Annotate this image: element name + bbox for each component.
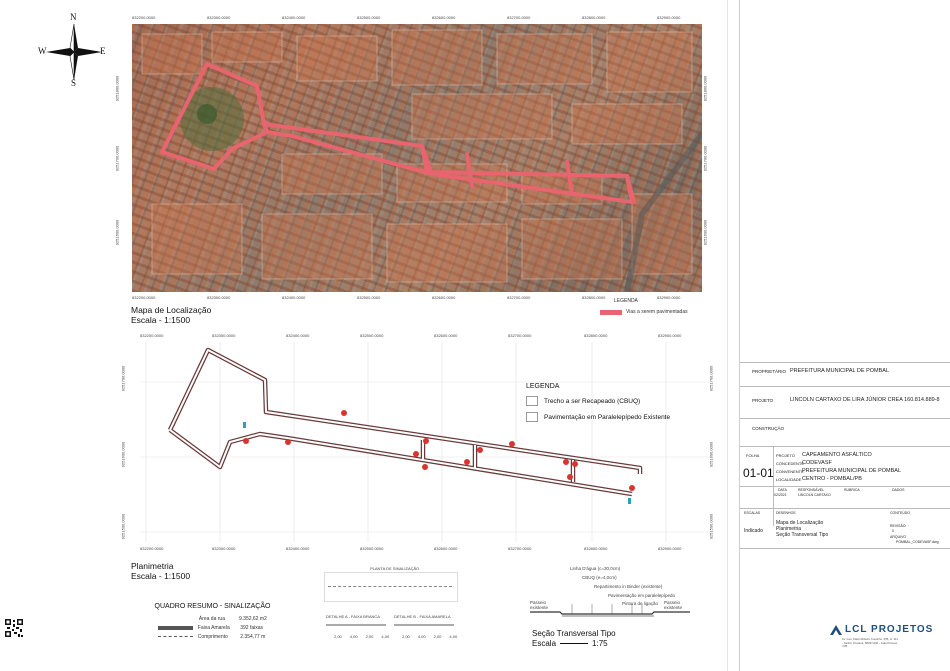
plan-legend-title: LEGENDA: [526, 383, 560, 390]
info-localidade: LOCALIDADE CENTRO - POMBAL/PB: [776, 476, 862, 482]
planimetry-scale: Escala - 1:1500: [131, 571, 191, 581]
title-info: [776, 451, 901, 483]
plan-y-ticks-left: 9251700.0000 9251600.0000 9251500.0000: [120, 365, 126, 540]
north-arrow: [38, 12, 110, 88]
legend-box: [526, 396, 538, 406]
proprietario-label: PROPRIETÁRIO: [752, 369, 787, 374]
plan-legend: [526, 383, 686, 422]
planimetry-title: Planimetria: [131, 561, 174, 571]
cross-section: Linha D'água (c=30,0cm) CBUQ (e=4,0cm) Repartimento in Binder (existente) Pavimentação em paralelepípedo Pintura de ligação Passeio existente Passeio existente Seção Transversal Tipo Escala 1:75: [530, 566, 690, 670]
desenho-label: DESENHOS: [776, 511, 796, 515]
folha-number: 01-01: [743, 466, 774, 480]
top-map-x-ticks-top: 832200.0000 832300.0000 832400.0000 832500.0000 832600.0000 832700.0000 832800.0000 832900.0000: [132, 15, 681, 20]
location-map-title: Mapa de Localização: [131, 305, 212, 315]
legend-box: [526, 412, 538, 422]
qr-code-icon: [4, 618, 24, 638]
planimetry-svg: [140, 342, 710, 542]
qr-code: [4, 618, 24, 638]
compass-s: S: [71, 78, 77, 88]
company-address: Av. Gov. Flávio Ribeiro Coutinho, 655, sl. 311 - Jardim Oceania, 58037-000 - João Pessoa / PB: [842, 637, 898, 648]
responsavel-value: LINCOLN CARTAXO: [798, 493, 831, 497]
legend-swatch: [600, 310, 622, 315]
section-profile: [530, 602, 690, 632]
rubrica-label: RUBRICA: [844, 488, 860, 492]
satellite-overlay: [132, 24, 702, 292]
signage-plan: PLANTA DE SINALIZAÇÃO DETALHE A - FAIXA BRANCA DETALHE B - FAIXA AMARELA 2,00 4,00 2,00 4,00 2,00 4,00 2,00 4,00: [326, 566, 458, 639]
yellow-line-swatch: [158, 626, 193, 630]
info-concedente: CONCEDENTE CODEVASF: [776, 460, 832, 466]
info-convenente: CONVENENTE PREFEITURA MUNICIPAL DE POMBAL: [776, 468, 902, 474]
company-logo: [830, 624, 933, 635]
legend-title: LEGENDA: [614, 298, 638, 304]
plan-y-ticks-right: 9251700.0000 9251600.0000 9251500.0000: [708, 365, 714, 540]
dashed-line-swatch: [158, 636, 193, 637]
section-scale: Escala 1:75: [532, 639, 608, 648]
dados-label: DADOS: [892, 488, 905, 492]
summary-row-length: Comprimento 2.354,77 m: [150, 632, 275, 641]
arquivo-value: POMBAL_CODEVASF.dwg: [896, 540, 939, 544]
planimetry-title-block: [131, 561, 190, 581]
section-left-label: Passeio existente: [530, 600, 549, 610]
plan-legend-item-cbuq: Trecho a ser Recapeado (CBUQ): [526, 396, 686, 406]
location-map-scale: Escala - 1:1500: [131, 315, 191, 325]
legend-item-label: Vias a serem pavimentadas: [626, 309, 688, 315]
company-name: LCL PROJETOS: [845, 624, 934, 635]
planimetry-drawing: [140, 342, 710, 542]
projeto-value: LINCOLN CARTAXO DE LIRA JÚNIOR CREA 160.814.889-8: [790, 397, 940, 403]
escalas-label: ESCALAS: [744, 511, 761, 515]
signage-detail-b: DETALHE B - FAIXA AMARELA: [394, 614, 451, 619]
satellite-map: [132, 24, 702, 292]
construcao-label: CONSTRUÇÃO: [752, 426, 785, 431]
proprietario-value: PREFEITURA MUNICIPAL DE POMBAL: [790, 368, 890, 374]
revisao-label: REVISÃO: [890, 524, 906, 528]
folha-label: FOLHA: [746, 453, 760, 458]
desenho-list: Mapa de Localização Planimetria Seção Transversal Tipo: [776, 520, 829, 538]
compass-w: W: [38, 46, 47, 56]
signage-detail-a: DETALHE A - FAIXA BRANCA: [326, 614, 380, 619]
summary-row-area: Área da rua 9.352,62 m2: [198, 616, 267, 622]
signage-title: PLANTA DE SINALIZAÇÃO: [370, 566, 420, 571]
plan-x-ticks-top: 832200.0000 832300.0000 832400.0000 832500.0000 832600.0000 832700.0000 832800.0000 832900.0000: [140, 333, 682, 338]
title-block: [740, 362, 950, 671]
section-right-label: Passeio existente: [664, 600, 683, 610]
responsavel-label: RESPONSÁVEL: [798, 488, 825, 492]
summary-table: [150, 603, 275, 641]
compass-n: N: [70, 12, 77, 22]
location-map-title-block: [131, 305, 211, 325]
location-map-legend: [600, 298, 700, 315]
plan-x-ticks-bottom: 832200.0000 832300.0000 832400.0000 832500.0000 832600.0000 832700.0000 832800.0000 832900.0000: [140, 546, 682, 551]
top-map-y-ticks-left: 9251800.0000 9251700.0000 9251600.0000: [114, 75, 120, 246]
lcl-logo-icon: [830, 625, 842, 635]
data-value: 02/2021: [774, 493, 787, 497]
data-label: DATA: [778, 488, 787, 492]
top-map-x-ticks-bottom: 832200.0000 832300.0000 832400.0000 832500.0000 832600.0000 832700.0000 832800.0000 832900.0000: [132, 295, 681, 300]
summary-title: QUADRO RESUMO - SINALIZAÇÃO: [154, 603, 271, 610]
station-markers: [243, 410, 635, 491]
projeto-label: PROJETO: [752, 398, 774, 403]
revisao-value: 0: [892, 529, 894, 533]
compass-e: E: [100, 46, 106, 56]
plan-legend-item-paralelepipedo: Pavimentação em Paralelepípedo Existente: [526, 412, 686, 422]
top-map-y-ticks-right: 9251800.0000 9251700.0000 9251600.0000: [702, 75, 708, 246]
legend-item-paving: [600, 309, 700, 315]
arquivo-label: ARQUIVO: [890, 535, 907, 539]
section-title: Seção Transversal Tipo: [532, 629, 616, 638]
conteudo-label: CONTEÚDO: [890, 511, 911, 515]
summary-row-yellow: Faixa Amarela 392 faixas: [150, 623, 275, 632]
info-projeto: PROJETO CAPEAMENTO ASFÁLTICO: [776, 452, 872, 458]
escala-value: Indicado: [744, 528, 763, 534]
